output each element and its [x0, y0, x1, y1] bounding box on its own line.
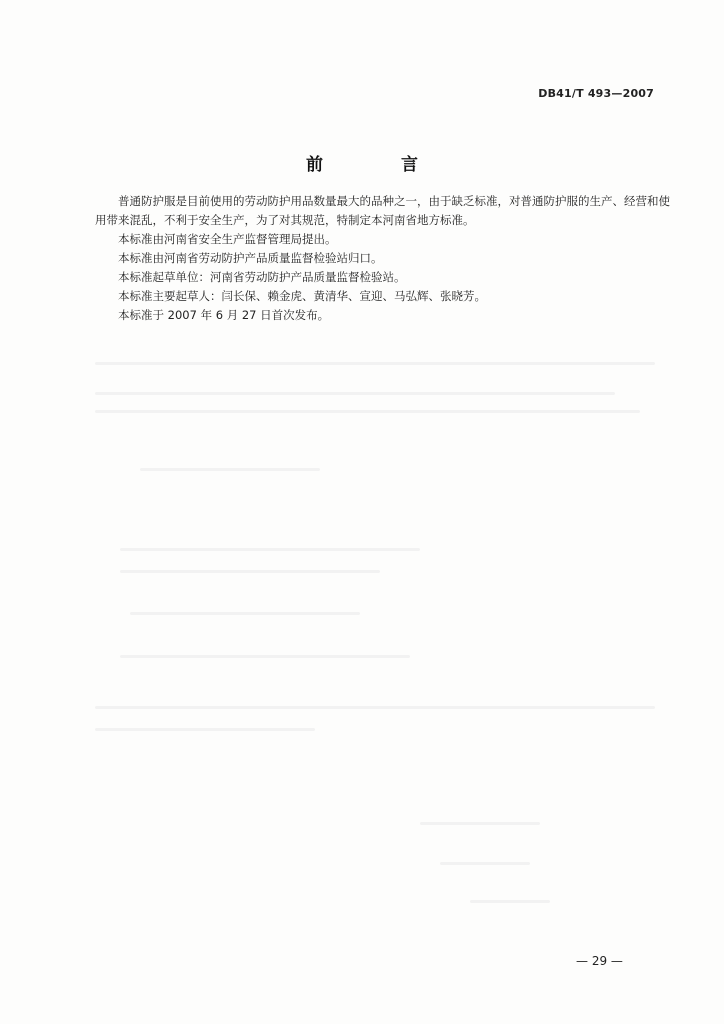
bleed-through-mark	[470, 900, 550, 903]
bleed-through-mark	[95, 392, 615, 395]
paragraph-proposer: 本标准由河南省安全生产监督管理局提出。	[118, 232, 337, 246]
paragraph-release-date: 本标准于 2007 年 6 月 27 日首次发布。	[118, 308, 330, 322]
bleed-through-mark	[120, 655, 410, 658]
bleed-through-mark	[420, 822, 540, 825]
page-number: — 29 —	[576, 954, 623, 968]
section-title: 前 言	[306, 155, 454, 175]
bleed-through-mark	[95, 410, 640, 413]
paragraph-drafters: 本标准主要起草人：闫长保、赖金虎、黄清华、宣迎、马弘辉、张晓芳。	[118, 289, 486, 303]
bleed-through-mark	[120, 570, 380, 573]
document-code: DB41/T 493—2007	[538, 87, 654, 100]
paragraph-drafting-unit: 本标准起草单位：河南省劳动防护产品质量监督检验站。	[118, 270, 406, 284]
bleed-through-mark	[95, 728, 315, 731]
bleed-through-mark	[95, 706, 655, 709]
paragraph-administrator: 本标准由河南省劳动防护产品质量监督检验站归口。	[118, 251, 383, 265]
foreword-body	[95, 192, 670, 325]
bleed-through-mark	[140, 468, 320, 471]
bleed-through-mark	[130, 612, 360, 615]
bleed-through-mark	[120, 548, 420, 551]
bleed-through-mark	[440, 862, 530, 865]
paragraph-background: 普通防护服是目前使用的劳动防护用品数量最大的品种之一，由于缺乏标准，对普通防护服的生产、经营和使用带来混乱，不利于安全生产，为了对其规范，特制定本河南省地方标准。	[95, 194, 670, 227]
bleed-through-mark	[95, 362, 655, 365]
